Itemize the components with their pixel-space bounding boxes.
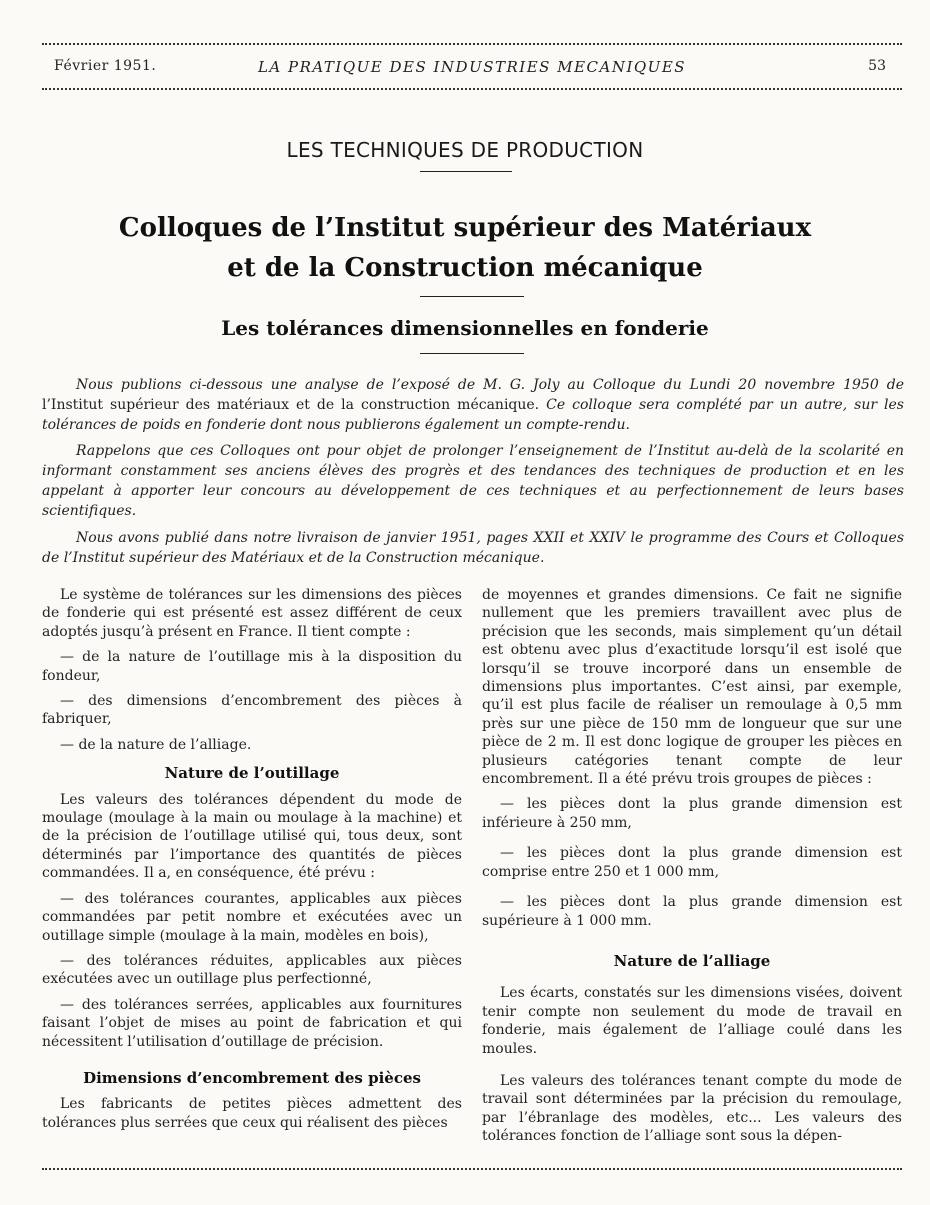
intro-paragraph-1 <box>42 375 904 435</box>
header-rule-top <box>42 43 902 45</box>
body-paragraph: Les valeurs des tolérances tenant compte du mode de travail sont déterminées par la précision du remoulage, par l’ébranlage des modèles, etc... Les valeurs des tolérances fonction de l’alliage sont sous la dépen- <box>482 1072 902 1145</box>
list-item: — des tolérances réduites, applicables aux pièces exécutées avec un outillage plus perfectionné, <box>42 952 462 988</box>
article-title-line1: Colloques de l’Institut supérieur des Matériaux <box>118 213 812 243</box>
title-divider <box>420 296 524 297</box>
intro-p1-italic-end: Ce colloque sera complété par un autre, sur les tolérances de poids en fonderie dont nous publierons également un compte-rendu. <box>42 397 904 433</box>
journal-title: LA PRATIQUE DES INDUSTRIES MECANIQUES <box>257 58 687 76</box>
heading-alliage: Nature de l’alliage <box>613 951 771 970</box>
running-header <box>42 58 902 78</box>
body-paragraph: de moyennes et grandes dimensions. Ce fait ne signifie nullement que les premiers travaillent avec plus de précision que les seconds, mais simplement qu’un détail est obtenu avec plus d’exactitude lorsqu’il est isolé que lorsqu’il se trouve incorporé dans un ensemble de dimensions plus importantes. C’est ainsi, par exemple, qu’il est plus facile de réaliser un remoulage à 0,5 mm près sur une pièce de 150 mm de longueur que sur une pièce de 2 m. Il est donc logique de grouper les pièces en plusieurs catégories tenant compte de leur encombrement. Il a été prévu trois groupes de pièces : <box>482 587 902 788</box>
body-paragraph: Le système de tolérances sur les dimensions des pièces de fonderie qui est présenté est assez différent de ceux adoptés jusqu’à présent en France. Il tient compte : <box>42 587 462 640</box>
list-item: — les pièces dont la plus grande dimension est supérieure à 1 000 mm. <box>482 894 902 929</box>
list-item: — des tolérances serrées, applicables aux fournitures faisant l’objet de mises au point de fabrication et qui nécessitent l’utilisation d’outillage de précision. <box>42 996 462 1050</box>
body-paragraph: Les fabricants de petites pièces admettent des tolérances plus serrées que ceux qui réalisent des pièces <box>42 1096 462 1131</box>
heading-dimensions: Dimensions d’encombrement des pièces <box>83 1068 421 1087</box>
intro-p1-roman: l’Institut supérieur des matériaux et de la construction mécanique. <box>42 397 540 413</box>
list-item: — de la nature de l’alliage. <box>60 736 252 753</box>
body-paragraph: Les écarts, constatés sur les dimensions visées, doivent tenir compte non seulement du mode de travail en fonderie, mais également de l’alliage coulé dans les moules. <box>482 985 902 1057</box>
intro-paragraph-3: Nous avons publié dans notre livraison de janvier 1951, pages XXII et XXIV le programme des Cours et Colloques de l’Institut supérieur des Matériaux et de la Construction mécanique. <box>42 530 904 566</box>
intro-paragraph-2: Rappelons que ces Colloques ont pour objet de prolonger l’enseignement de l’Institut au-delà de la scolarité en informant constamment ses anciens élèves des progrès et des tendances des techniques de production et en les appelant à apporter leur concours au développement de ces techniques et au perfectionnement de leurs bases scientifiques. <box>42 443 904 519</box>
heading-outillage: Nature de l’outillage <box>164 764 340 783</box>
section-divider <box>420 171 512 172</box>
right-column <box>482 586 902 1153</box>
list-item: — de la nature de l’outillage mis à la disposition du fondeur, <box>42 649 462 684</box>
intro-p1-italic: Nous publions ci-dessous une analyse de l’exposé de M. G. Joly au Colloque du Lundi 20 novembre 1950 de <box>76 377 904 393</box>
article-subtitle: Les tolérances dimensionnelles en fonderie <box>221 316 709 340</box>
section-title: LES TECHNIQUES DE PRODUCTION <box>286 138 644 162</box>
footer-rule <box>42 1168 902 1170</box>
left-column <box>42 586 462 1139</box>
header-rule-bottom <box>42 88 902 90</box>
list-item: — des dimensions d’encombrement des pièces à fabriquer, <box>42 693 462 728</box>
article-title-line2: et de la Construction mécanique <box>227 253 703 283</box>
subtitle-divider <box>420 353 524 354</box>
list-item: — les pièces dont la plus grande dimension est comprise entre 250 et 1 000 mm, <box>482 845 902 880</box>
article-title <box>0 208 930 288</box>
list-item: — des tolérances courantes, applicables aux pièces commandées par petit nombre et exécutées avec un outillage simple (moulage à la main, modèles en bois), <box>42 890 462 944</box>
issue-date: Février 1951. <box>54 58 157 74</box>
page-number: 53 <box>868 58 886 74</box>
list-item: — les pièces dont la plus grande dimension est inférieure à 250 mm, <box>482 796 902 831</box>
body-paragraph: Les valeurs des tolérances dépendent du mode de moulage (moulage à la main ou moulage à la machine) et de la précision de l’outillage utilisé qui, tous deux, sont déterminés par l’importance des quantités de pièces commandées. Il a, en conséquence, été prévu : <box>42 791 462 882</box>
